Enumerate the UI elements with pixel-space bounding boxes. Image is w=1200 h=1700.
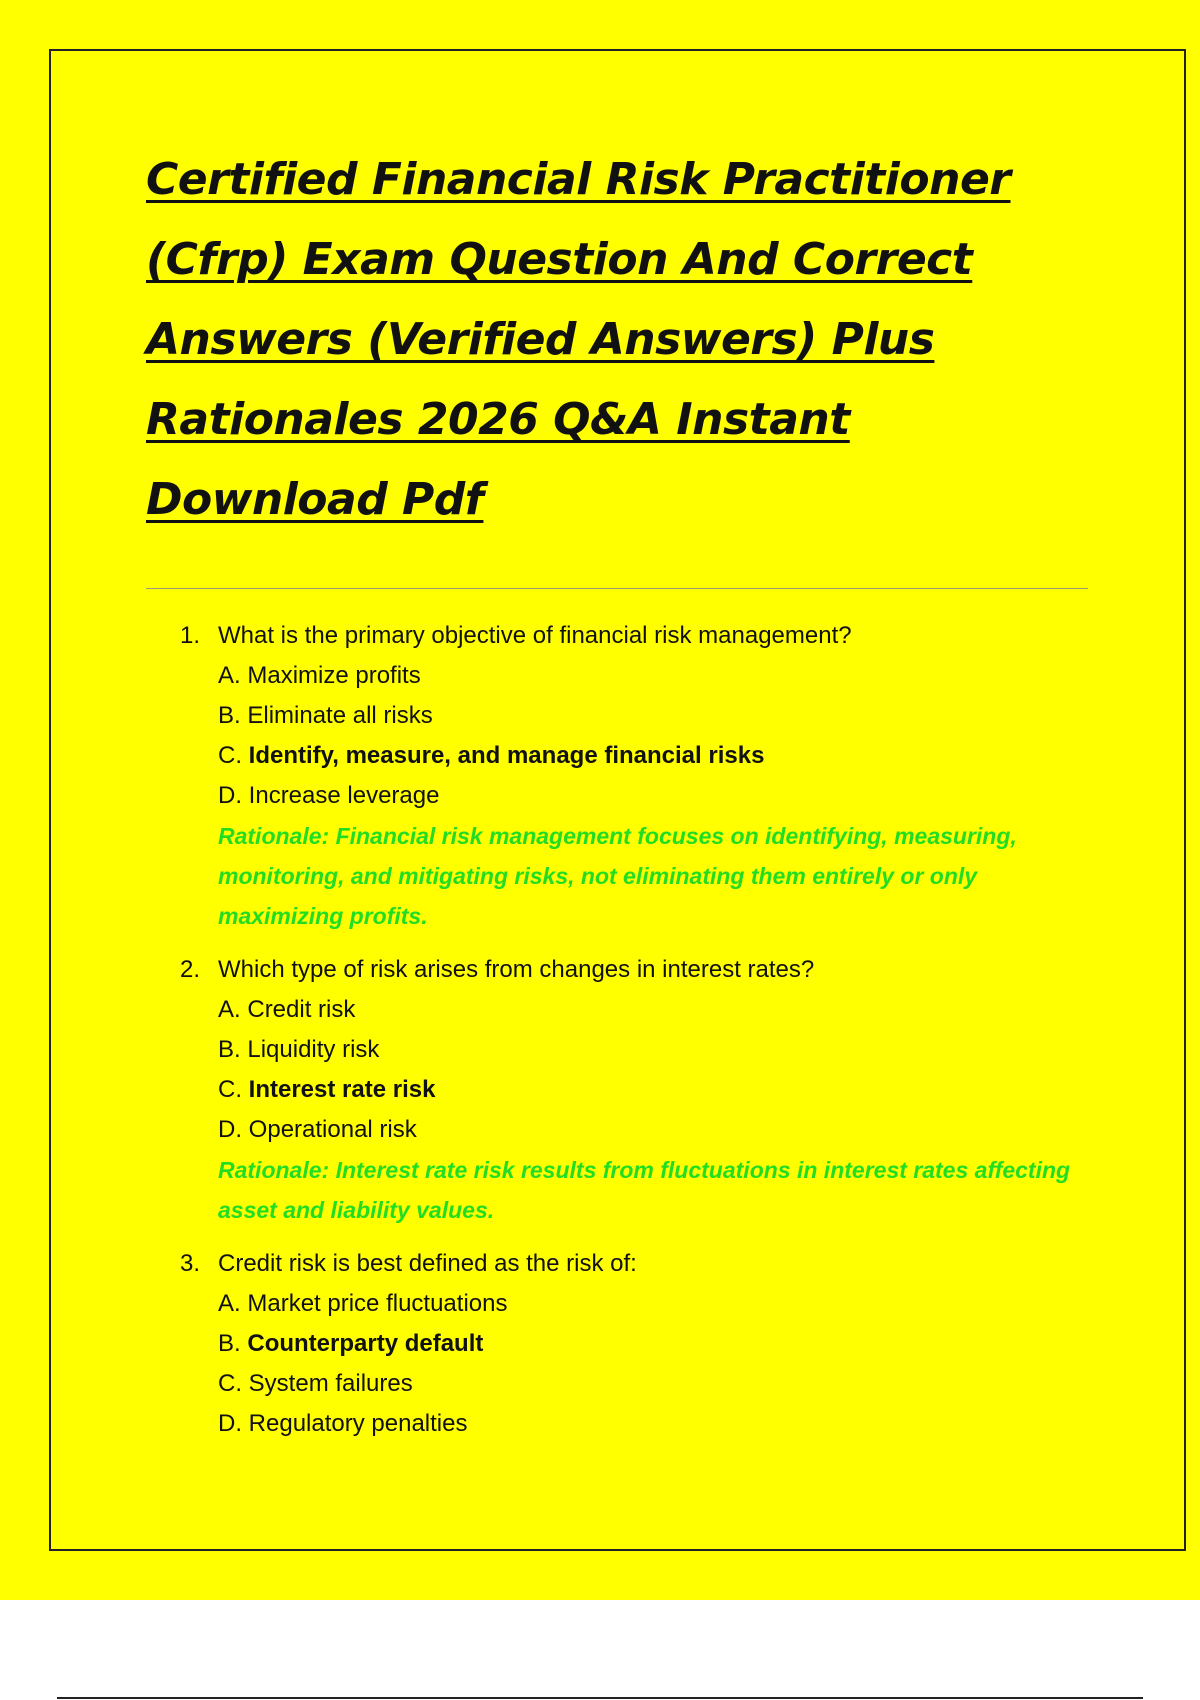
option-letter: C.	[218, 742, 242, 769]
option-list	[180, 656, 1080, 816]
option	[218, 1284, 1080, 1324]
option-text: Maximize profits	[247, 662, 421, 689]
correct-answer-text: Interest rate risk	[248, 1076, 436, 1103]
option-letter: B.	[218, 1036, 241, 1063]
option-letter: D.	[218, 782, 242, 809]
option-letter: C.	[218, 1370, 242, 1397]
option	[218, 696, 1080, 736]
correct-answer-text: Counterparty default	[247, 1330, 484, 1357]
option-letter: B.	[218, 1330, 241, 1357]
option	[218, 1364, 1080, 1404]
option-text: Increase leverage	[248, 782, 440, 809]
option-correct	[218, 1324, 1080, 1364]
question-text: Which type of risk arises from changes in interest rates?	[218, 956, 815, 983]
option-text: Operational risk	[248, 1116, 417, 1143]
option-list	[180, 1284, 1080, 1444]
option-text: Liquidity risk	[247, 1036, 380, 1063]
option-correct	[218, 1070, 1080, 1110]
question-list	[180, 616, 1080, 1458]
option-letter: A.	[218, 996, 241, 1023]
question-number: 3.	[180, 1250, 201, 1277]
title-divider	[146, 588, 1088, 589]
rationale-text: Rationale: Interest rate risk results from fluctuations in interest rates affecting asset and liability values.	[218, 1157, 1071, 1223]
option-letter: A.	[218, 662, 241, 689]
option-correct	[218, 736, 1080, 776]
option	[218, 1404, 1080, 1444]
option-text: System failures	[248, 1370, 413, 1397]
page-bottom-rule	[57, 1697, 1143, 1699]
question-item	[180, 950, 1080, 1230]
question-item	[180, 616, 1080, 936]
option-letter: D.	[218, 1116, 242, 1143]
option-letter: B.	[218, 702, 241, 729]
rationale-text: Rationale: Financial risk management focuses on identifying, measuring, monitoring, and mitigating risks, not eliminating them entirely or only maximizing profits.	[218, 823, 1017, 929]
option-text: Regulatory penalties	[248, 1410, 468, 1437]
question-number: 2.	[180, 956, 201, 983]
option-text: Market price fluctuations	[247, 1290, 508, 1317]
option-list	[180, 990, 1080, 1150]
document-title: Certified Financial Risk Practitioner (Cfrp) Exam Question And Correct Answers (Verified Answers) Plus Rationales 2026 Q&A Instant Download Pdf	[146, 154, 1011, 525]
question-item	[180, 1244, 1080, 1444]
option	[218, 1110, 1080, 1150]
option-letter: D.	[218, 1410, 242, 1437]
question-text: What is the primary objective of financial risk management?	[218, 622, 852, 649]
correct-answer-text: Identify, measure, and manage financial risks	[248, 742, 765, 769]
question-text: Credit risk is best defined as the risk of:	[218, 1250, 637, 1277]
option-letter: C.	[218, 1076, 242, 1103]
question-number: 1.	[180, 622, 201, 649]
option-text: Eliminate all risks	[247, 702, 433, 729]
option	[218, 656, 1080, 696]
question-line	[180, 1244, 1080, 1284]
option	[218, 1030, 1080, 1070]
option-letter: A.	[218, 1290, 241, 1317]
option-text: Credit risk	[247, 996, 356, 1023]
question-line	[180, 616, 1080, 656]
question-line	[180, 950, 1080, 990]
option	[218, 776, 1080, 816]
option	[218, 990, 1080, 1030]
